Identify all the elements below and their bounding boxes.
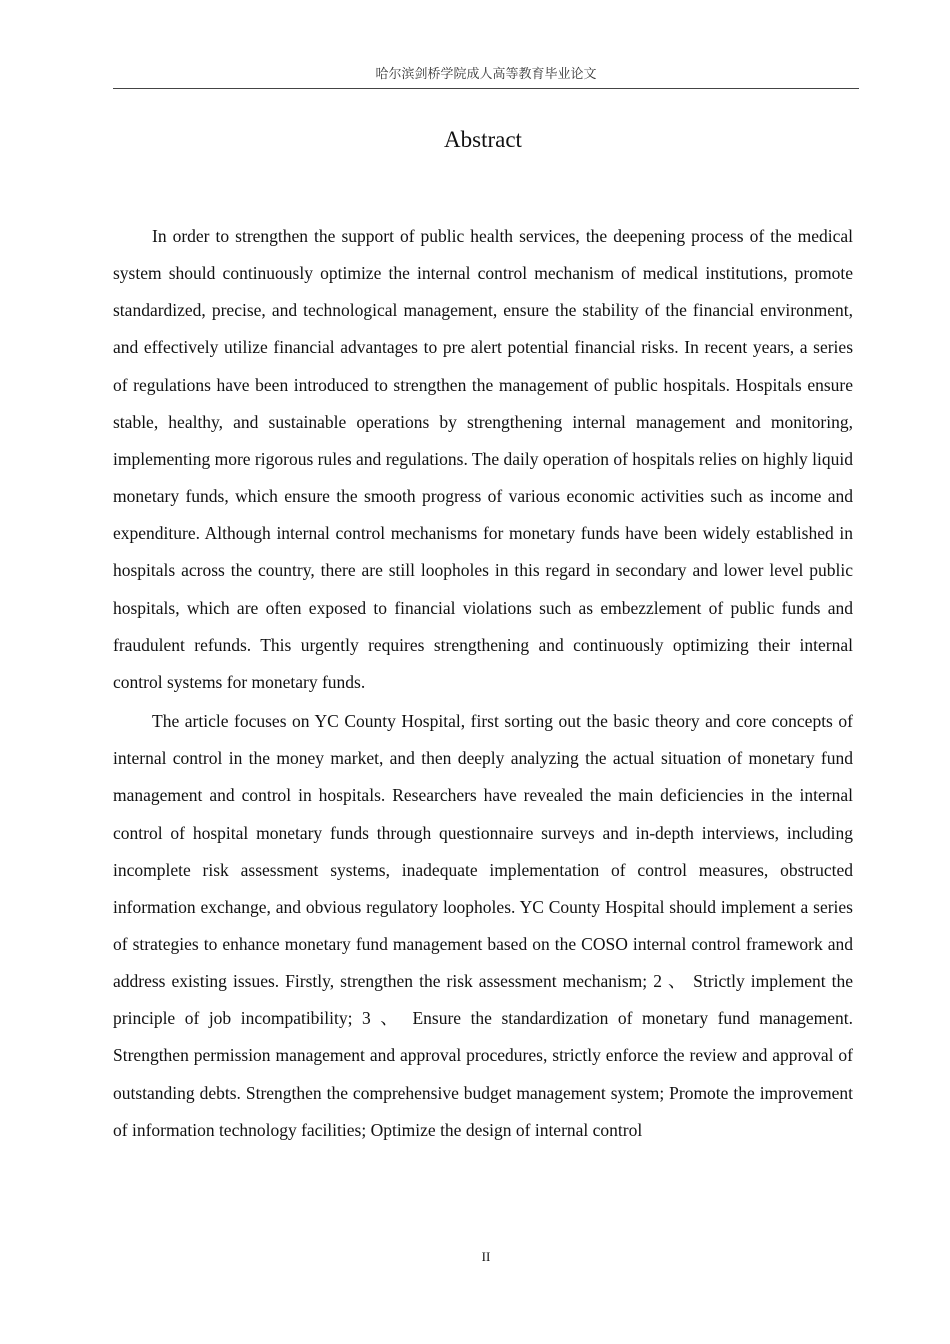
abstract-body (113, 218, 853, 1149)
abstract-paragraph-1: In order to strengthen the support of public health services, the deepening process of the medical system should continuously optimize the internal control mechanism of medical institutions, promote standardized, precise, and technological management, ensure the stability of the financial environment, and effectively utilize financial advantages to pre alert potential financial risks. In recent years, a series of regulations have been introduced to strengthen the management of public hospitals. Hospitals ensure stable, healthy, and sustainable operations by strengthening internal management and monitoring, implementing more rigorous rules and regulations. The daily operation of hospitals relies on highly liquid monetary funds, which ensure the smooth progress of various economic activities such as income and expenditure. Although internal control mechanisms for monetary funds have been widely established in hospitals across the country, there are still loopholes in this regard in secondary and lower level public hospitals, which are often exposed to financial violations such as embezzlement of public funds and fraudulent refunds. This urgently requires strengthening and continuously optimizing their internal control systems for monetary funds. (113, 226, 853, 692)
page-title: Abstract (444, 127, 522, 152)
page-number: II (481, 1249, 491, 1264)
abstract-paragraph-2: The article focuses on YC County Hospital, first sorting out the basic theory and core concepts of internal control in the money market, and then deeply analyzing the actual situation of monetary fund management and control in hospitals. Researchers have revealed the main deficiencies in the internal control of hospital monetary funds through questionnaire surveys and in-depth interviews, including incomplete risk assessment systems, inadequate implementation of control measures, obstructed information exchange, and obvious regulatory loopholes. YC County Hospital should implement a series of strategies to enhance monetary fund management based on the COSO internal control framework and address existing issues. Firstly, strengthen the risk assessment mechanism; 2 、 Strictly implement the principle of job incompatibility; 3 、 Ensure the standardization of monetary fund management. Strengthen permission management and approval procedures, strictly enforce the review and approval of outstanding debts. Strengthen the comprehensive budget management system; Promote the improvement of information technology facilities; Optimize the design of internal control (113, 711, 853, 1140)
running-header: 哈尔滨剑桥学院成人高等教育毕业论文 (375, 67, 597, 82)
header-rule (113, 88, 859, 89)
